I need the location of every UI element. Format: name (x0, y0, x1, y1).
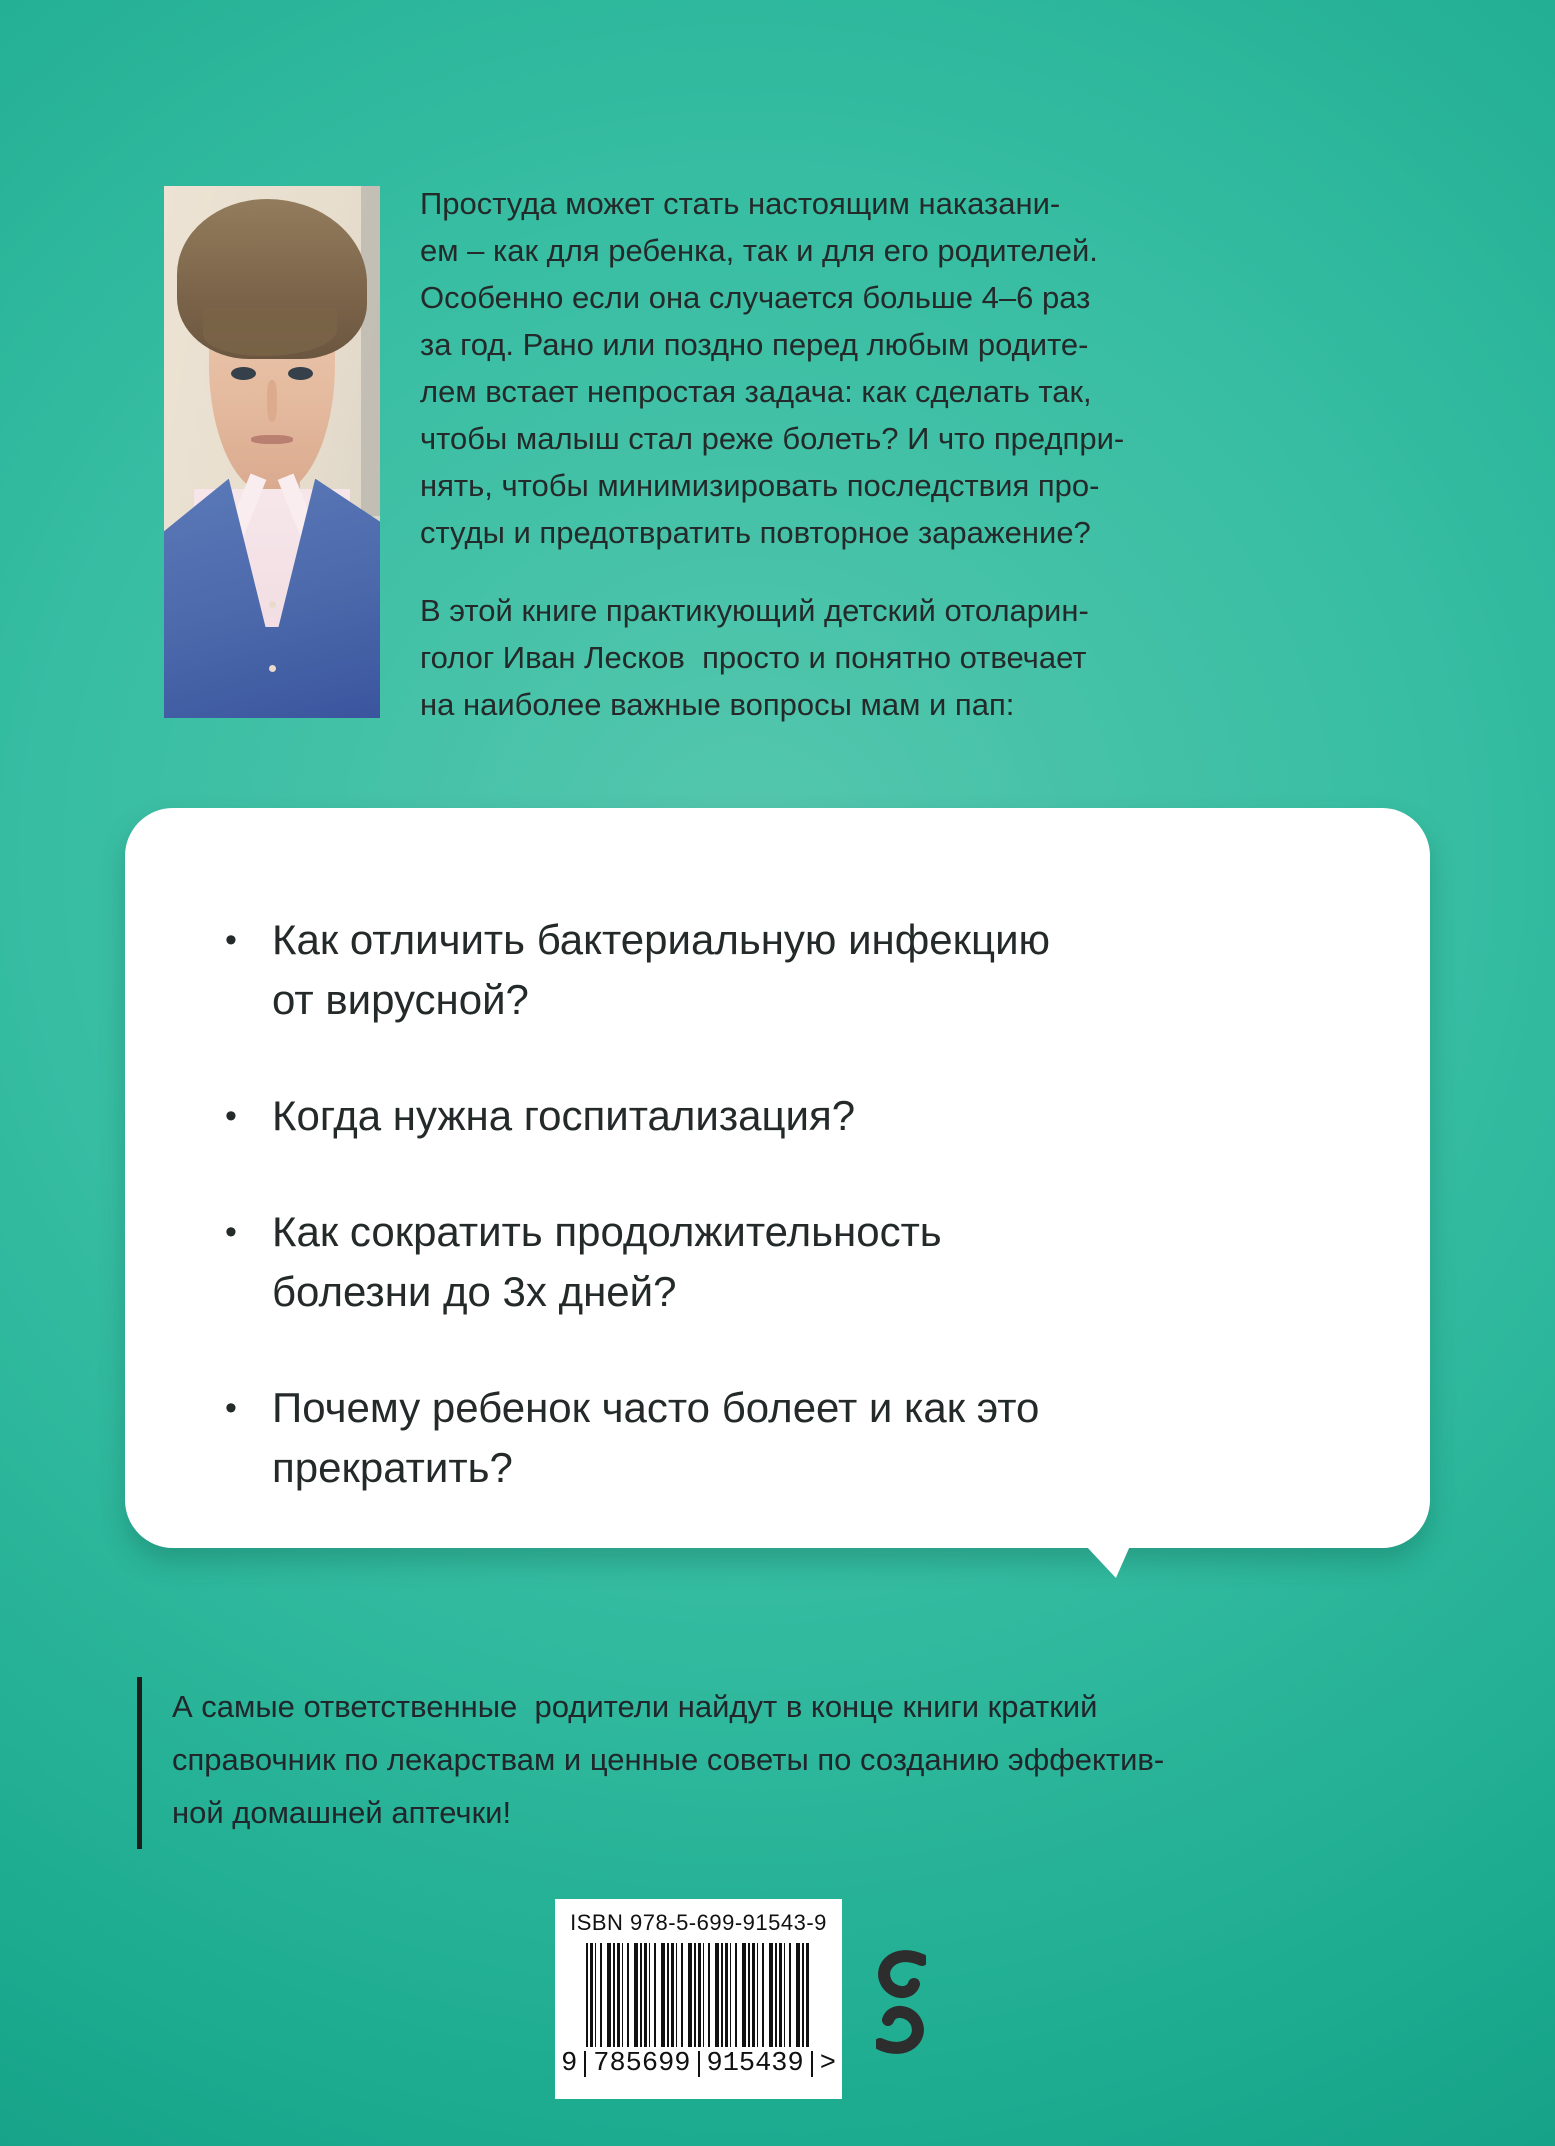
questions-bubble (125, 808, 1430, 1548)
barcode-guard (698, 2051, 700, 2077)
list-item-text (272, 910, 1050, 1030)
intro-paragraph-1 (420, 180, 1450, 556)
photo-eye-right (288, 367, 313, 380)
bullet-icon: • (225, 1389, 237, 1427)
list-item-text (272, 1202, 942, 1322)
list-item (225, 1086, 1350, 1146)
isbn-label: ISBN 978-5-699-91543-9 (570, 1910, 827, 1935)
barcode-digit-group: 915439 (706, 2049, 804, 2079)
bubble-tail (1086, 1546, 1130, 1578)
list-item-line: Как сократить продолжительность (272, 1208, 942, 1255)
barcode-digits (555, 2049, 842, 2079)
intro-line: студы и предотвратить повторное заражение? (420, 515, 1091, 550)
list-item-line: прекратить? (272, 1444, 513, 1491)
barcode-guard (584, 2051, 586, 2077)
intro-line: В этой книге практикующий детский отоларин- (420, 593, 1089, 628)
list-item-text (272, 1086, 855, 1146)
intro-line: за год. Рано или поздно перед любым родите- (420, 327, 1089, 362)
barcode-arrow: > (819, 2049, 836, 2079)
intro-line: ем – как для ребенка, так и для его родителей. (420, 233, 1098, 268)
photo-eye-left (231, 367, 256, 380)
bullet-icon: • (225, 1097, 237, 1135)
list-item-line: от вирусной? (272, 976, 529, 1023)
intro-line: Простуда может стать настоящим наказани- (420, 186, 1061, 221)
bullet-icon: • (225, 921, 237, 959)
list-item-line: Как отличить бактериальную инфекцию (272, 916, 1051, 963)
eksmo-logo (876, 1950, 926, 2054)
list-item-line: Почему ребенок часто болеет и как это (272, 1384, 1040, 1431)
list-item-text (272, 1378, 1039, 1498)
list-item-line: Когда нужна госпитализация? (272, 1092, 856, 1139)
intro-line: нять, чтобы минимизировать последствия про- (420, 468, 1100, 503)
eksmo-logo-icon (876, 1950, 926, 2054)
photo-mouth (251, 435, 294, 444)
photo-nose (267, 380, 277, 422)
isbn-barcode-box (555, 1899, 842, 2099)
author-photo (164, 186, 380, 718)
intro-line: чтобы малыш стал реже болеть? И что предпри- (420, 421, 1125, 456)
accent-vertical-line (137, 1677, 142, 1849)
list-item (225, 1202, 1350, 1322)
barcode-bars (586, 1943, 811, 2047)
intro-paragraph-2 (420, 587, 1450, 728)
list-item (225, 910, 1350, 1030)
intro-line: голог Иван Лесков просто и понятно отвечает (420, 640, 1087, 675)
photo-background-band (361, 186, 380, 516)
intro-text (420, 180, 1450, 728)
bullet-icon: • (225, 1213, 237, 1251)
list-item-line: болезни до 3х дней? (272, 1268, 677, 1315)
intro-line: Особенно если она случается больше 4–6 раз (420, 280, 1091, 315)
footer-note-line: справочник по лекарствам и ценные советы по созданию эффектив- (172, 1742, 1165, 1777)
footer-note-line: ной домашней аптечки! (172, 1795, 512, 1830)
intro-line: на наиболее важные вопросы мам и пап: (420, 687, 1015, 722)
barcode-guard (811, 2051, 813, 2077)
list-item (225, 1378, 1350, 1498)
barcode-digit-lead: 9 (561, 2049, 578, 2079)
barcode-digit-group: 785699 (593, 2049, 691, 2079)
photo-shirt-button (269, 601, 276, 608)
intro-line: лем встает непростая задача: как сделать так, (420, 374, 1092, 409)
photo-shirt-button (269, 665, 276, 672)
footer-note (172, 1680, 1165, 1839)
footer-note-line: А самые ответственные родители найдут в конце книги краткий (172, 1689, 1098, 1724)
